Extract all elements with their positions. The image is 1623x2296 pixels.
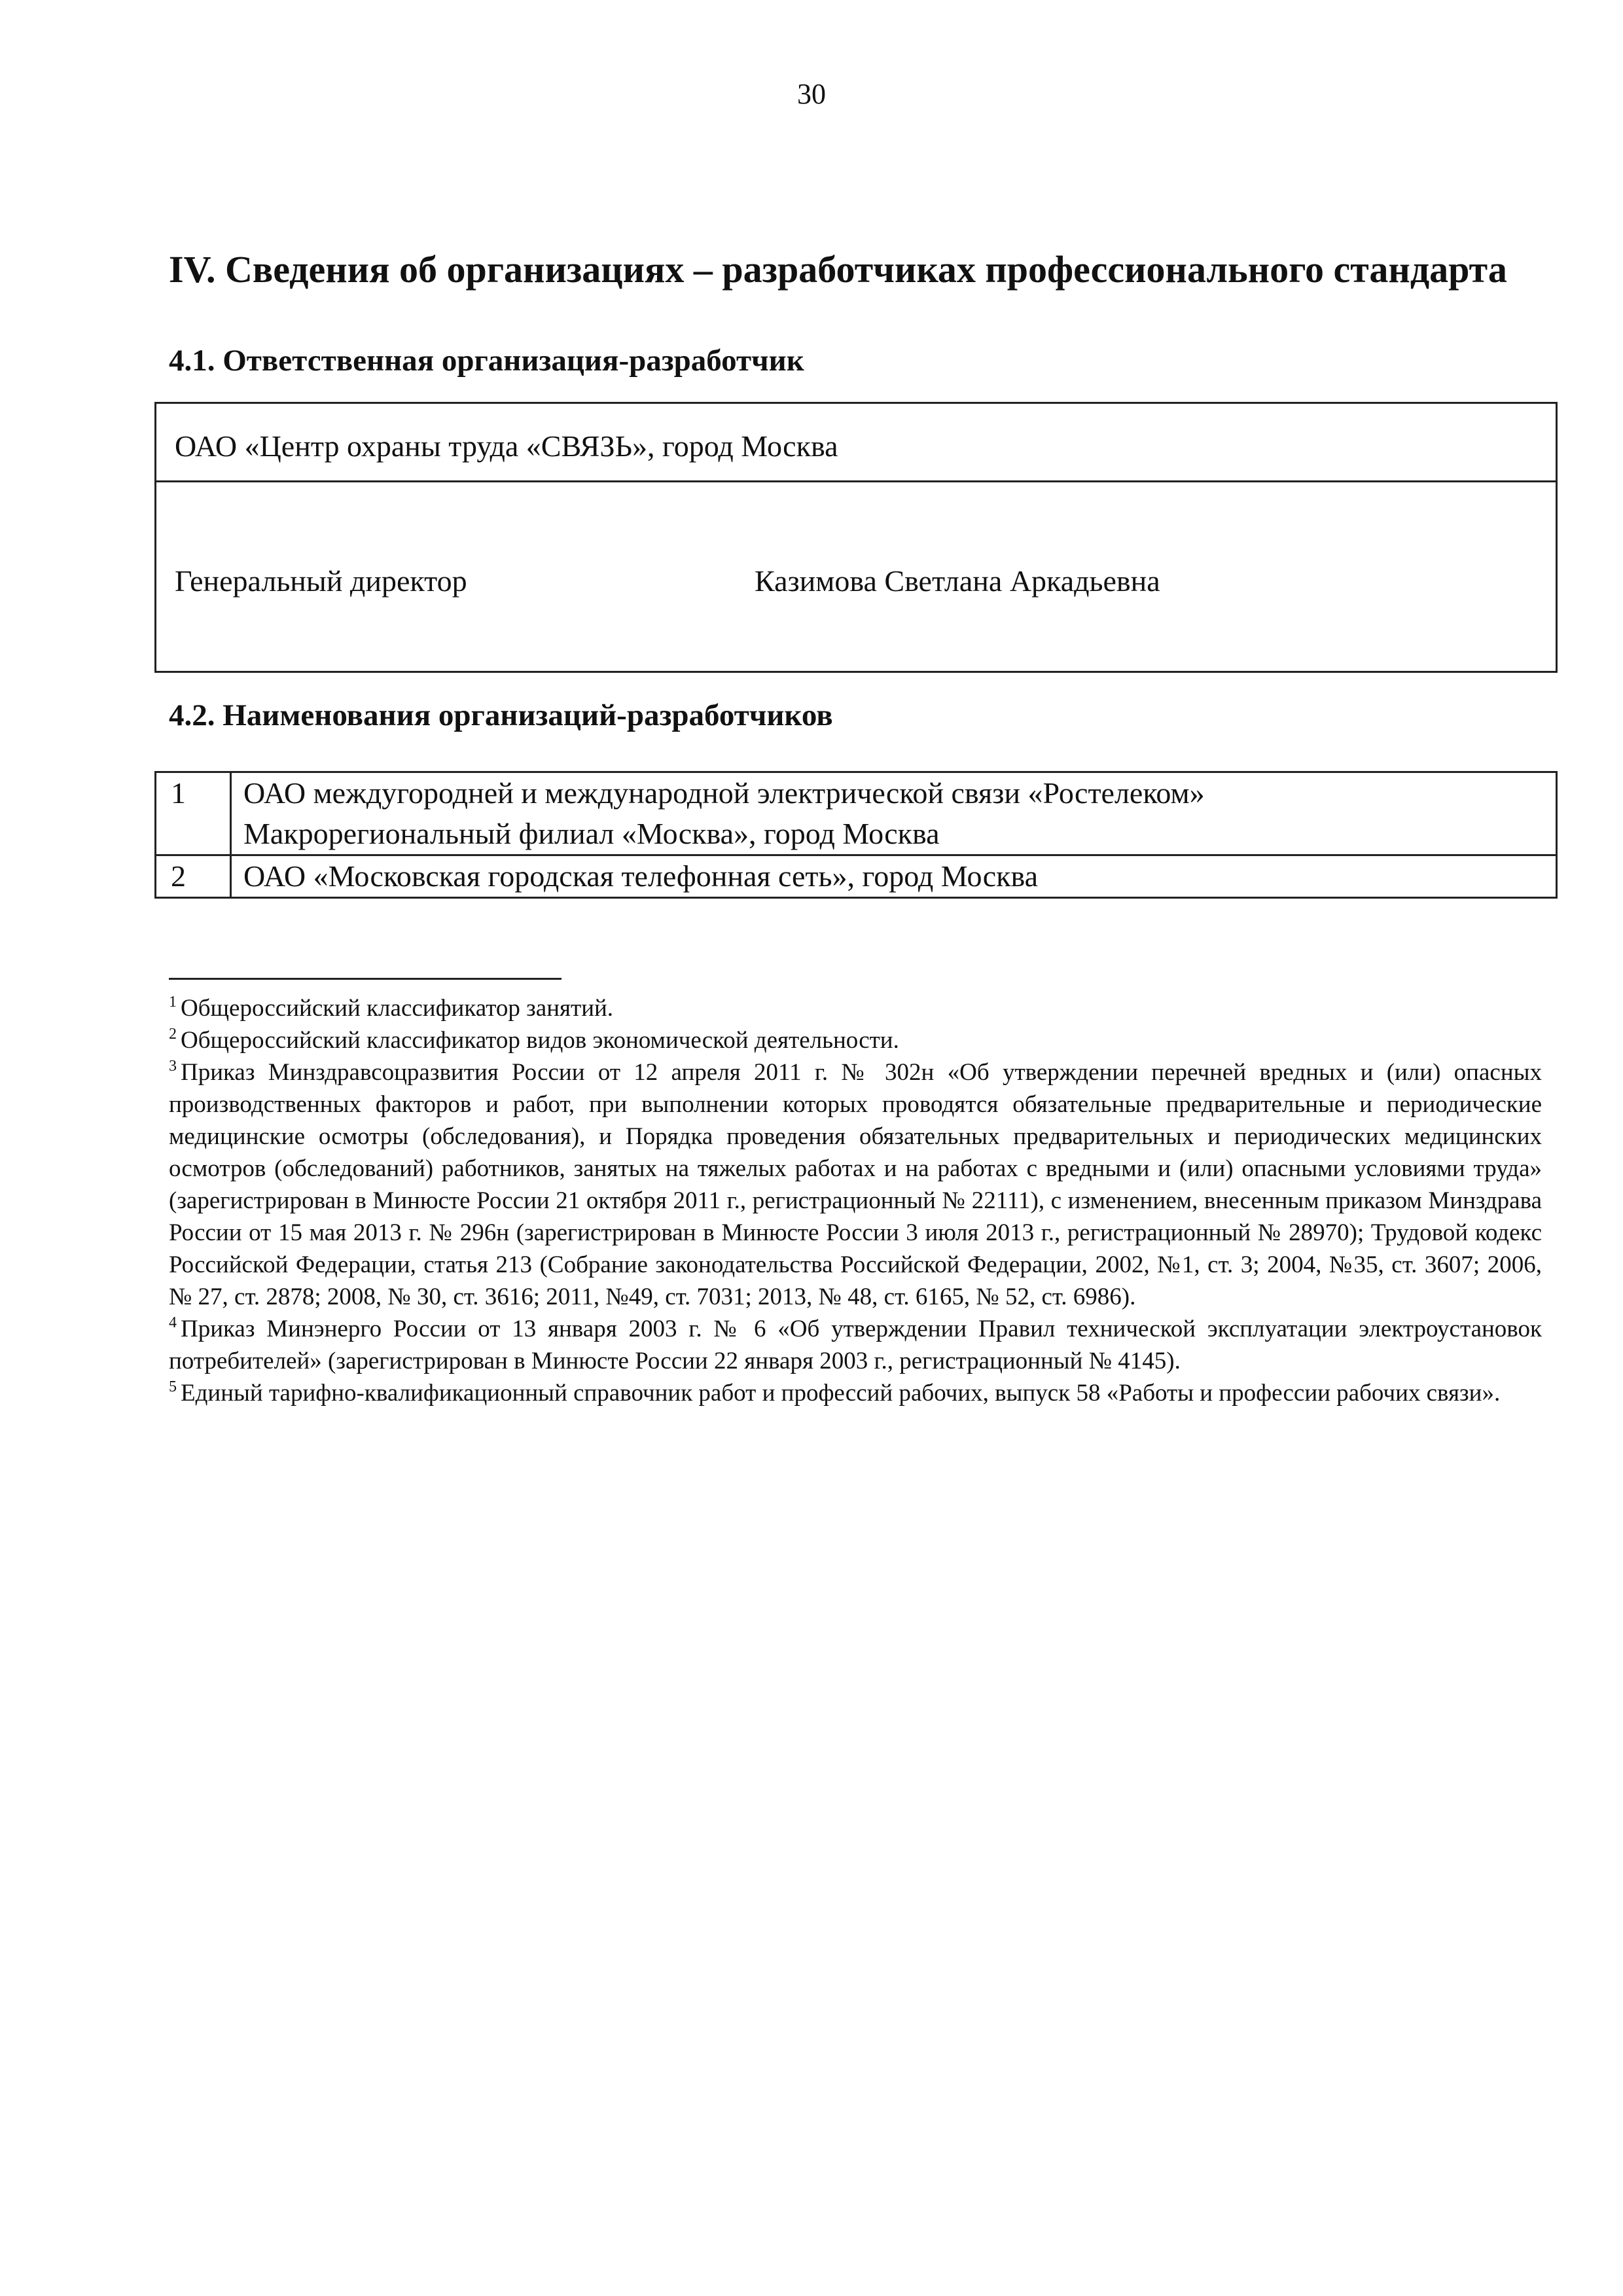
section-title: IV. Сведения об организациях – разработчиках профессионального стандарта [169, 248, 1507, 291]
footnote-text: Единый тарифно-квалификационный справочник работ и профессий рабочих, выпуск 58 «Работы и профессии рабочих связи». [181, 1380, 1501, 1407]
footnote-mark: 3 [169, 1058, 177, 1075]
footnote-text: Приказ Минэнерго России от 13 января 2003 г. № 6 «Об утверждении Правил технической эксплуатации электроустановок потребителей» (зарегистрирован в Минюсте России 22 января 2003 г., регистрационный № 4145). [169, 1316, 1542, 1374]
page-number: 30 [797, 78, 826, 110]
row-number: 1 [156, 772, 231, 855]
developer-orgs-table [154, 771, 1558, 899]
footnote-separator [169, 978, 562, 980]
footnote-mark: 1 [169, 994, 177, 1011]
responsible-org-name: ОАО «Центр охраны труда «СВЯЗЬ», город Москва [156, 404, 1556, 482]
developer-org-name [231, 855, 1557, 898]
footnote [169, 992, 1542, 1024]
developer-org-name [231, 772, 1557, 855]
developer-org-line: ОАО «Московская городская телефонная сеть», город Москва [243, 859, 1038, 893]
footnote-mark: 4 [169, 1314, 177, 1331]
footnote [169, 1024, 1542, 1056]
director-name: Казимова Светлана Аркадьевна [755, 564, 1160, 598]
footnote-mark: 5 [169, 1378, 177, 1395]
footnote [169, 1377, 1542, 1409]
footnote [169, 1313, 1542, 1377]
footnotes [169, 992, 1542, 1409]
director-position: Генеральный директор [175, 564, 467, 598]
table-row [156, 855, 1557, 898]
responsible-org-table [154, 402, 1558, 673]
responsible-org-heading: 4.1. Ответственная организация-разработчик [169, 344, 804, 378]
footnote-text: Общероссийский классификатор занятий. [181, 995, 614, 1022]
footnote-mark: 2 [169, 1026, 177, 1043]
footnote [169, 1056, 1542, 1313]
footnote-text: Общероссийский классификатор видов экономической деятельности. [181, 1027, 899, 1054]
footnote-text: Приказ Минздравсоцразвития России от 12 апреля 2011 г. № 302н «Об утверждении перечней вредных и (или) опасных производственных факторов и работ, при выполнении которых проводятся обязательные предварительные и периодические медицинские осмотры (обследования), и Порядка проведения обязательных предварительных и периодических медицинских осмотров (обследований) работников, занятых на тяжелых работах и на работах с вредными и (или) опасными условиями труда» (зарегистрирован в Минюсте России 21 октября 2011 г., регистрационный № 22111), с изменением, внесенным приказом Минздрава России от 15 мая 2013 г. № 296н (зарегистрирован в Минюсте России 3 июля 2013 г., регистрационный № 28970); Трудовой кодекс Российской Федерации, статья 213 (Собрание законодательства Российской Федерации, 2002, №1, ст. 3; 2004, №35, ст. 3607; 2006, № 27, ст. 2878; 2008, № 30, ст. 3616; 2011, №49, ст. 7031; 2013, № 48, ст. 6165, № 52, ст. 6986). [169, 1059, 1542, 1310]
developer-orgs-heading: 4.2. Наименования организаций-разработчиков [169, 698, 833, 732]
developer-org-line: ОАО междугородней и международной электрической связи «Ростелеком» [243, 776, 1205, 810]
row-number: 2 [156, 855, 231, 898]
table-row [156, 772, 1557, 855]
developer-org-line: Макрорегиональный филиал «Москва», город Москва [243, 817, 940, 850]
